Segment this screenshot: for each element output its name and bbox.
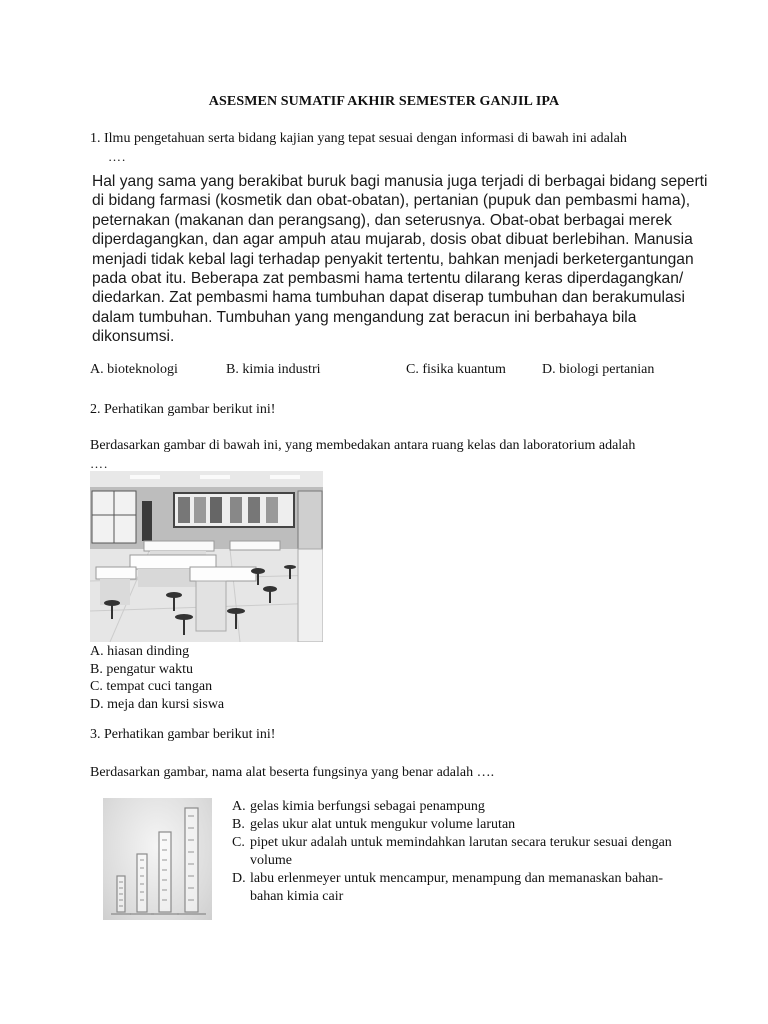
question-2-intro: 2. Perhatikan gambar berikut ini! <box>90 402 276 417</box>
question-3-option-c <box>232 834 672 870</box>
question-1-dots: …. <box>108 149 127 164</box>
laboratory-illustration <box>90 471 323 642</box>
question-3-option-b <box>232 816 672 834</box>
question-2-option-c: C. tempat cuci tangan <box>90 679 213 694</box>
laboratory-photo <box>90 471 323 642</box>
option-letter: C. <box>232 835 245 850</box>
passage-line: pada obat itu. Beberapa zat pembasmi hama tertentu dilarang keras diperdagangkan/ <box>92 270 684 288</box>
passage-line: menjadi tidak kebal lagi terhadap penyakit tertentu, bahkan menjadi berketergantungan <box>92 250 694 268</box>
question-3-option-d <box>232 870 672 906</box>
passage-line: di bidang farmasi (kosmetik dan obat-obatan), pertanian (pupuk dan pembasmi hama), <box>92 192 691 210</box>
option-text: pipet ukur adalah untuk memindahkan larutan secara terukur sesuai dengan volume <box>250 835 672 868</box>
question-1-passage <box>92 172 762 347</box>
passage-line: dikonsumsi. <box>92 328 175 346</box>
question-1-option-b: B. kimia industri <box>226 362 321 377</box>
question-2-options <box>90 643 224 713</box>
passage-line: Hal yang sama yang berakibat buruk bagi manusia juga terjadi di berbagai bidang seperti <box>92 173 708 190</box>
question-1-option-d: D. biologi pertanian <box>542 362 655 377</box>
question-1-option-a: A. bioteknologi <box>90 362 178 377</box>
passage-line: diperdagangkan, dan agar ampuh atau mujarab, dosis obat dibuat berlebihan. Manusia <box>92 231 693 249</box>
option-text: labu erlenmeyer untuk mencampur, menampung dan memanaskan bahan-bahan kimia cair <box>250 871 664 904</box>
question-3-intro: 3. Perhatikan gambar berikut ini! <box>90 727 276 742</box>
option-letter: A. <box>232 799 246 814</box>
option-text: gelas ukur alat untuk mengukur volume larutan <box>250 817 516 832</box>
question-1-text: 1. Ilmu pengetahuan serta bidang kajian yang tepat sesuai dengan informasi di bawah ini adalah <box>90 131 627 146</box>
graduated-cylinders-illustration <box>103 798 212 920</box>
option-letter: B. <box>232 817 245 832</box>
question-3-option-a <box>232 798 672 816</box>
question-2-option-d: D. meja dan kursi siswa <box>90 696 225 712</box>
passage-line: diedarkan. Zat pembasmi hama tumbuhan dapat diserap tumbuhan dan berakumulasi <box>92 289 685 307</box>
question-2-option-b: B. pengatur waktu <box>90 661 194 677</box>
question-2-option-a: A. hiasan dinding <box>90 644 190 659</box>
option-letter: D. <box>232 871 246 886</box>
question-1-option-c: C. fisika kuantum <box>406 362 506 377</box>
question-2-text: Berdasarkan gambar di bawah ini, yang membedakan antara ruang kelas dan laboratorium adalah <box>90 438 636 453</box>
passage-line: peternakan (makanan dan perangsang), dan seterusnya. Obat-obat berbagai merek <box>92 211 672 229</box>
question-2-dots: …. <box>90 456 109 471</box>
question-3-text: Berdasarkan gambar, nama alat beserta fungsinya yang benar adalah …. <box>90 765 495 780</box>
measuring-cylinders-photo <box>103 798 212 920</box>
option-text: gelas kimia berfungsi sebagai penampung <box>250 799 485 814</box>
question-3-options <box>232 798 672 906</box>
page-title: ASESMEN SUMATIF AKHIR SEMESTER GANJIL IPA <box>208 94 560 109</box>
passage-line: dalam tumbuhan. Tumbuhan yang mengandung zat beracun ini berbahaya bila <box>92 308 637 326</box>
